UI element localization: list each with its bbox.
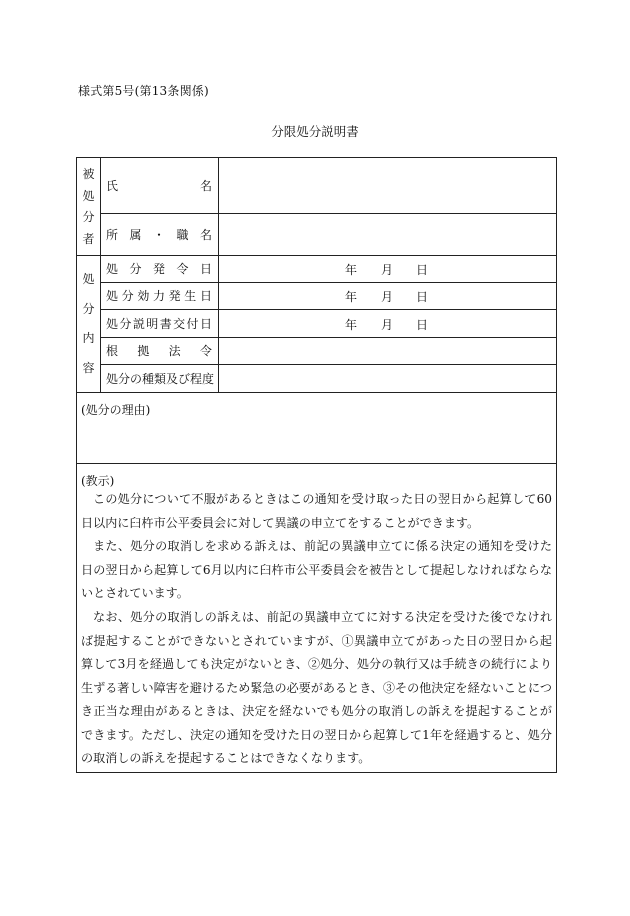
issue-date-year: 年 xyxy=(345,318,358,332)
instruction-paragraph: また、処分の取消しを求める訴えは、前記の異議申立てに係る決定の通知を受けた日の翌日から起算して6月以内に臼杵市公平委員会を被告として提起しなければならないとされています。 xyxy=(81,539,552,600)
effective-date-month: 月 xyxy=(381,290,394,304)
issue-date-month: 月 xyxy=(381,318,394,332)
instruction-label: (教示) xyxy=(81,474,115,488)
instruction-paragraph: この処分について不服があるときはこの通知を受け取った日の翌日から起算して60日以内に臼杵市公平委員会に対して異議の申立てをすることができます。 xyxy=(81,492,552,530)
section-divider xyxy=(77,463,556,464)
instruction-paragraph: なお、処分の取消しの訴えは、前記の異議申立てに対する決定を受けた後でなければ提起することができないとされていますが、①異議申立てがあった日の翌日から起算して3月を経過しても決定がないとき、②処分、処分の執行又は手続きの続行により生ずる著しい障害を避けるため緊急の必要があるとき、③その他決定を経ないことにつき正当な理由があるときは、決定を経ないでも処分の取消しの訴えを提起することができます。ただし、決定の通知を受けた日の翌日から起算して1年を経過すると、処分の取消しの訴えを提起することはできなくなります。 xyxy=(81,610,552,765)
issue-date-label: 処 分 説 明 書 交 付 日 xyxy=(106,316,212,331)
document-title: 分限処分説明書 xyxy=(271,124,359,139)
form-number-label: 様式第5号(第13条関係) xyxy=(78,84,209,98)
form-table xyxy=(76,157,557,773)
section-divider xyxy=(77,392,556,393)
subject-header: 被 処 分 者 xyxy=(82,166,95,247)
legal-basis-label: 根 拠 法 令 xyxy=(106,344,212,358)
order-date-label: 処 分 発 令 日 xyxy=(106,262,212,276)
effective-date-label: 処 分 効 力 発 生 日 xyxy=(106,289,212,303)
affiliation-title-label: 所 属 ・ 職 名 xyxy=(106,227,212,242)
content-header: 処 分 内 容 xyxy=(82,271,95,376)
reason-label: (処分の理由) xyxy=(81,403,151,417)
effective-date-year: 年 xyxy=(345,290,358,304)
header-column-divider xyxy=(100,158,101,392)
name-label: 氏 名 xyxy=(106,179,212,193)
type-degree-label: 処分の種類及び程度 xyxy=(106,371,215,386)
label-column-divider xyxy=(218,158,219,392)
issue-date-day: 日 xyxy=(416,318,429,332)
order-date-year: 年 xyxy=(345,263,358,277)
order-date-month: 月 xyxy=(381,263,394,277)
effective-date-day: 日 xyxy=(416,290,429,304)
order-date-day: 日 xyxy=(416,263,429,277)
